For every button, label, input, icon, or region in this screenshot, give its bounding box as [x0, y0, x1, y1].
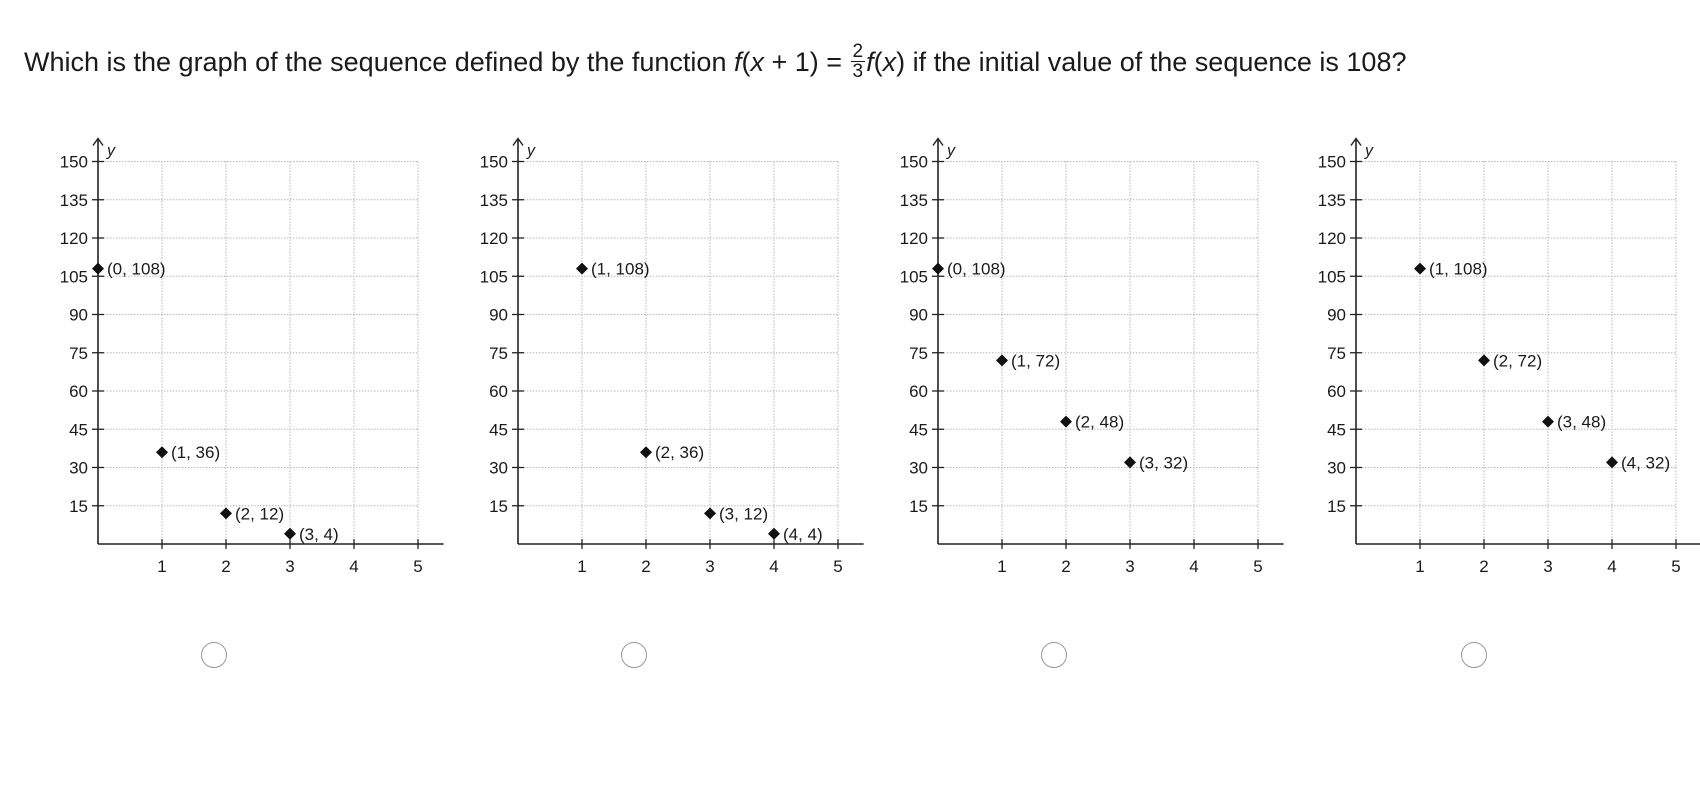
data-label: (4, 4) [783, 524, 823, 544]
data-point [932, 263, 944, 275]
paren-close-2: ) [896, 47, 906, 77]
x-tick-label: 3 [285, 557, 295, 576]
y-tick-label: 90 [1327, 305, 1346, 325]
data-label: (2, 72) [1493, 351, 1543, 371]
data-label: (1, 108) [1429, 259, 1488, 279]
y-tick-label: 45 [69, 420, 88, 440]
data-point [768, 528, 780, 540]
question-suffix: if the initial value of the sequence is 108? [905, 47, 1407, 77]
y-tick-label: 90 [489, 305, 508, 325]
answer-chart-3 [878, 126, 1308, 596]
fraction-denominator: 3 [852, 61, 864, 83]
data-point [1542, 416, 1554, 428]
x-tick-label: 4 [769, 557, 779, 576]
x-tick-label: 4 [1189, 557, 1199, 576]
x-tick-label: 4 [349, 557, 359, 576]
y-tick-label: 30 [909, 458, 928, 478]
y-tick-label: 135 [899, 190, 928, 210]
y-tick-label: 75 [489, 343, 508, 363]
data-point [996, 354, 1008, 366]
y-tick-label: 60 [69, 382, 88, 401]
y-tick-label: 135 [1317, 190, 1346, 210]
data-label: (3, 32) [1139, 453, 1189, 473]
question-prefix: Which is the graph of the sequence defined by the function [24, 47, 734, 77]
data-point [156, 446, 168, 458]
y-tick-label: 15 [489, 496, 508, 516]
x-tick-label: 3 [705, 557, 715, 576]
x-tick-label: 3 [1543, 557, 1553, 576]
data-point [220, 507, 232, 519]
x-tick-label: 1 [157, 557, 167, 576]
answer-radio-3[interactable] [1041, 642, 1067, 668]
data-label: (2, 48) [1075, 412, 1125, 432]
y-tick-label: 60 [909, 382, 928, 401]
data-point [1478, 354, 1490, 366]
y-tick-label: 150 [899, 152, 928, 172]
chart-svg [38, 126, 468, 596]
answer-radio-1[interactable] [201, 642, 227, 668]
y-tick-label: 75 [909, 343, 928, 363]
y-tick-label: 105 [479, 267, 508, 287]
answer-radio-4[interactable] [1461, 642, 1487, 668]
y-axis-label: y [1365, 142, 1373, 160]
y-tick-label: 45 [1327, 420, 1346, 440]
fraction [851, 42, 866, 81]
data-point [284, 528, 296, 540]
y-tick-label: 75 [69, 343, 88, 363]
x-tick-label: 1 [577, 557, 587, 576]
variable-x: x [750, 47, 764, 77]
expression-rest: + 1) = [763, 47, 850, 77]
data-label: (2, 36) [655, 443, 705, 463]
x-tick-label: 5 [833, 557, 843, 576]
y-tick-label: 15 [1327, 496, 1346, 516]
y-tick-label: 30 [1327, 458, 1346, 478]
y-tick-label: 45 [909, 420, 928, 440]
data-label: (1, 36) [171, 443, 221, 463]
y-tick-label: 60 [1327, 382, 1346, 401]
x-tick-label: 5 [1253, 557, 1263, 576]
x-tick-label: 2 [1061, 557, 1071, 576]
y-axis-label: y [107, 142, 115, 160]
y-tick-label: 135 [59, 190, 88, 210]
y-tick-label: 105 [1317, 267, 1346, 287]
data-label: (1, 108) [591, 259, 650, 279]
y-tick-label: 150 [1317, 152, 1346, 172]
function-name-2: f [866, 47, 874, 77]
y-tick-label: 150 [479, 152, 508, 172]
data-label: (3, 4) [299, 524, 339, 544]
function-name: f [733, 47, 742, 77]
x-tick-label: 2 [641, 557, 651, 576]
answer-chart-2 [458, 126, 888, 596]
chart-svg [458, 126, 888, 596]
paren-open-2: ( [873, 47, 883, 77]
data-point [576, 263, 588, 275]
data-label: (0, 108) [947, 259, 1006, 279]
y-tick-label: 90 [909, 305, 928, 325]
data-label: (0, 108) [107, 259, 166, 279]
answer-chart-4 [1296, 126, 1700, 596]
y-tick-label: 105 [59, 267, 88, 287]
x-tick-label: 1 [1415, 557, 1425, 576]
x-tick-label: 5 [413, 557, 423, 576]
x-tick-label: 2 [1479, 557, 1489, 576]
data-label: (3, 12) [719, 504, 769, 524]
y-tick-label: 15 [69, 496, 88, 516]
data-point [640, 446, 652, 458]
y-tick-label: 105 [899, 267, 928, 287]
data-label: (2, 12) [235, 504, 285, 524]
y-tick-label: 30 [69, 458, 88, 478]
y-tick-label: 45 [489, 420, 508, 440]
y-axis-label: y [527, 142, 535, 160]
chart-svg [1296, 126, 1700, 596]
variable-x-2: x [882, 47, 897, 77]
data-point [1124, 456, 1136, 468]
question-text [24, 42, 1406, 83]
y-tick-label: 60 [489, 382, 508, 401]
y-tick-label: 120 [899, 229, 928, 248]
data-point [92, 263, 104, 275]
data-label: (1, 72) [1011, 351, 1061, 371]
x-tick-label: 1 [997, 557, 1007, 576]
data-label: (3, 48) [1557, 412, 1607, 432]
x-tick-label: 5 [1671, 557, 1681, 576]
answer-radio-2[interactable] [621, 642, 647, 668]
y-tick-label: 75 [1327, 343, 1346, 363]
x-tick-label: 4 [1607, 557, 1617, 576]
x-tick-label: 3 [1125, 557, 1135, 576]
chart-svg [878, 126, 1308, 596]
y-tick-label: 90 [69, 305, 88, 325]
y-tick-label: 30 [489, 458, 508, 478]
data-label: (4, 32) [1621, 453, 1671, 473]
y-tick-label: 135 [479, 190, 508, 210]
data-point [1414, 263, 1426, 275]
y-tick-label: 120 [1317, 229, 1346, 248]
fraction-numerator: 2 [852, 41, 864, 63]
y-tick-label: 150 [59, 152, 88, 172]
y-axis-label: y [947, 142, 955, 160]
y-tick-label: 120 [479, 229, 508, 248]
x-tick-label: 2 [221, 557, 231, 576]
paren-open: ( [741, 47, 751, 77]
answer-chart-1 [38, 126, 468, 596]
y-tick-label: 15 [909, 496, 928, 516]
data-point [704, 507, 716, 519]
data-point [1606, 456, 1618, 468]
y-tick-label: 120 [59, 229, 88, 248]
data-point [1060, 416, 1072, 428]
